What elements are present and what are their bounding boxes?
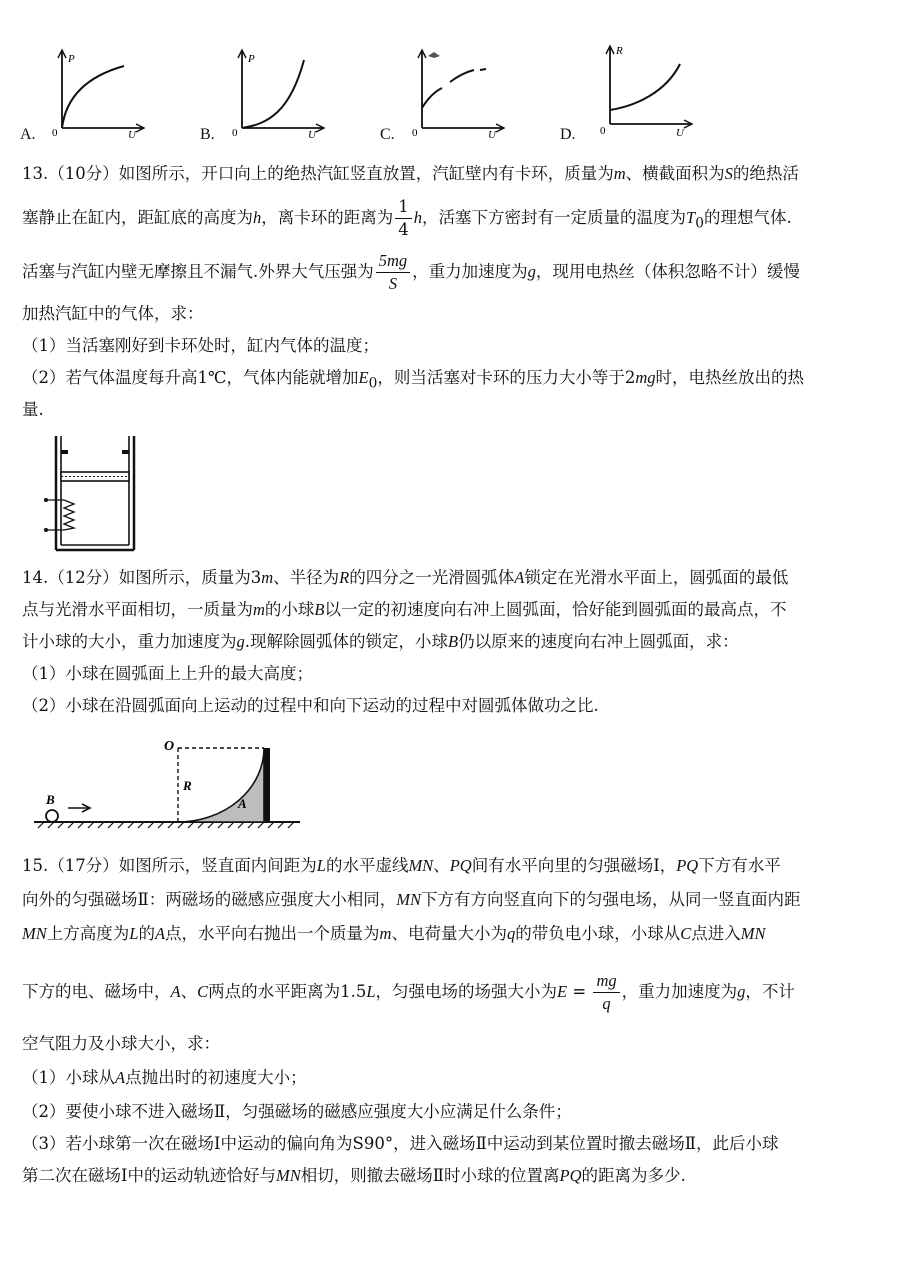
q15-line-5: 空气阻力及小球大小，求： — [22, 1034, 220, 1053]
option-d-origin: 0 — [600, 125, 606, 137]
q15-line-4: 下方的电、磁场中，A、C两点的水平距离为1.5L，匀强电场的场强大小为E = $\frac{mg}{q}$ ，重力加速度为g，不计 — [22, 971, 795, 1013]
q13-line-3: 活塞与汽缸内壁无摩擦且不漏气.外界大气压强为 $\frac{5mg}{S}$ ，重力加速度为g，现用电热丝（体积忽略不计）缓慢 — [22, 251, 800, 293]
option-d-xlabel: U — [676, 127, 684, 138]
option-b-origin: 0 — [232, 127, 238, 138]
option-b-label: B. — [200, 126, 215, 143]
q15-sub-1: （1）小球从A点抛出时的初速度大小； — [22, 1068, 307, 1087]
q15-sub-2: （2）要使小球不进入磁场Ⅱ，匀强磁场的磁感应强度大小应满足什么条件； — [22, 1102, 572, 1121]
q14-line-2: 点与光滑水平面相切，一质量为m的小球B以一定的初速度向右冲上圆弧面，恰好能到圆弧面的最高点，不 — [22, 600, 787, 619]
fraction-field-strength: $\frac{mg}{q}$ — [593, 970, 619, 1015]
q15-line-2: 向外的匀强磁场Ⅱ：两磁场的磁感应强度大小相同，MN下方有方向竖直向下的匀强电场，从同一竖直面内距 — [22, 890, 801, 909]
q15-sub-3: （3）若小球第一次在磁场Ⅰ中运动的偏向角为S90°，进入磁场Ⅱ中运动到某位置时撤去磁场Ⅱ，此后小球 — [22, 1134, 779, 1153]
option-c-label: C. — [380, 126, 395, 143]
q13-line-2: 塞静止在缸内，距缸底的高度为h，离卡环的距离为 $\frac{1}{4}$ h，活塞下方密封有一定质量的温度为$T_0$的理想气体. — [22, 197, 792, 239]
q13-line-4: 加热汽缸中的气体，求： — [22, 304, 204, 323]
option-c-origin: 0 — [412, 127, 418, 138]
option-d-graph — [596, 40, 696, 138]
fraction-one-quarter: $\frac{1}{4}$ — [395, 196, 412, 241]
q13-sub-1: （1）当活塞刚好到卡环处时，缸内气体的温度； — [22, 336, 379, 355]
q14-sub-1: （1）小球在圆弧面上上升的最大高度； — [22, 664, 313, 683]
q14-line-3: 计小球的大小，重力加速度为g.现解除圆弧体的锁定，小球B仍以原来的速度向右冲上圆弧面，求： — [22, 632, 739, 651]
q13-cylinder-figure — [38, 432, 148, 554]
q15-line-3: MN上方高度为L的A点，水平向右抛出一个质量为m、电荷量大小为q的带负电小球，小球从C点进入MN — [22, 924, 766, 943]
q13-sub-2: （2）若气体温度每升高1℃，气体内能就增加$E_0$，则当活塞对卡环的压力大小等于2mg时，电热丝放出的热 — [22, 368, 804, 392]
option-b-graph — [228, 46, 328, 138]
q14-line-1: 14.（12分）如图所示，质量为3m、半径为R的四分之一光滑圆弧体A锁定在光滑水平面上，圆弧面的最低 — [22, 568, 789, 587]
q14-sub-2: （2）小球在沿圆弧面向上运动的过程中和向下运动的过程中对圆弧体做功之比. — [22, 696, 599, 715]
option-b-ylabel: P — [248, 53, 255, 65]
option-a-graph — [48, 46, 148, 138]
q14-fig-label-r: R — [183, 778, 192, 793]
option-b-xlabel: U — [308, 129, 316, 138]
q14-fig-label-a: A — [238, 796, 247, 811]
option-a-xlabel: U — [128, 129, 136, 138]
q13-sub-2-end: 量. — [22, 400, 44, 419]
option-c-xlabel: U — [488, 129, 496, 138]
option-d-ylabel: R — [616, 45, 623, 57]
q14-fig-label-o: O — [164, 739, 175, 754]
option-d-label: D. — [560, 126, 576, 143]
option-a-origin: 0 — [52, 127, 58, 138]
option-c-graph — [408, 46, 508, 138]
q13-line-1: 13.（10分）如图所示，开口向上的绝热汽缸竖直放置，汽缸壁内有卡环，质量为m、横截面积为S的绝热活 — [22, 164, 799, 183]
fraction-pressure: $\frac{5mg}{S}$ — [376, 250, 410, 295]
q15-sub-3-cont: 第二次在磁场Ⅰ中的运动轨迹恰好与MN相切，则撤去磁场Ⅱ时小球的位置离PQ的距离为多少. — [22, 1166, 686, 1185]
option-a-label: A. — [20, 126, 36, 143]
q14-arc-figure — [30, 736, 302, 834]
option-a-ylabel: P — [68, 53, 75, 65]
q15-line-1: 15.（17分）如图所示，竖直面内间距为L的水平虚线MN、PQ间有水平向里的匀强磁场Ⅰ，PQ下方有水平 — [22, 856, 781, 875]
q14-fig-label-b: B — [46, 792, 55, 807]
